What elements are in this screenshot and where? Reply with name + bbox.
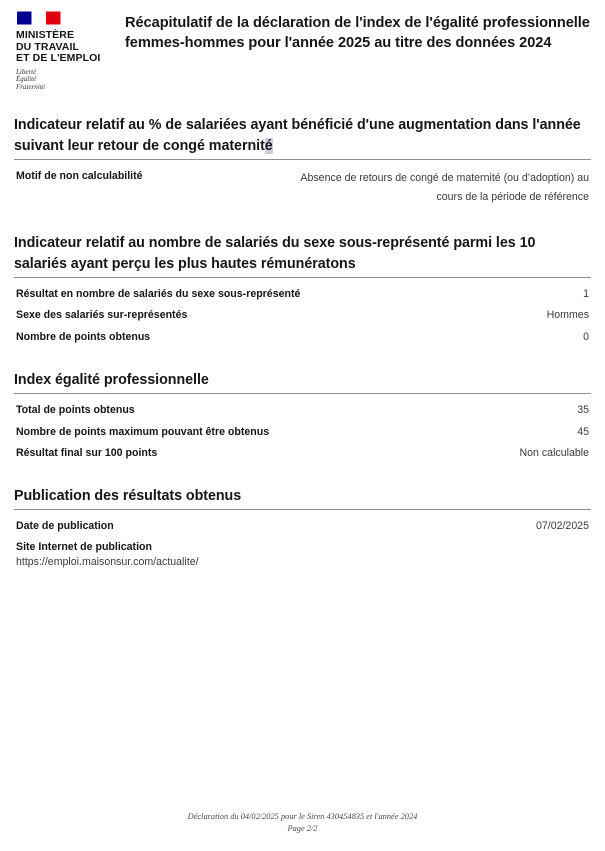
row-value: 45 <box>577 425 589 438</box>
table-row <box>14 403 591 418</box>
table-row <box>14 308 591 323</box>
table-row <box>14 330 591 345</box>
row-label: Résultat final sur 100 points <box>16 447 158 460</box>
section-divider <box>14 393 591 394</box>
table-row <box>14 287 591 302</box>
table-row <box>14 519 591 534</box>
page-title: Récapitulatif de la déclaration de l'index de l'égalité professionnelle femmes-hommes pour l'année 2025 au titre des données 2024 <box>125 15 590 51</box>
republic-motto <box>16 69 116 92</box>
motto-line-liberte: Liberté <box>16 67 37 76</box>
row-label: Total de points obtenus <box>16 404 135 417</box>
section-rows <box>14 287 591 345</box>
ministry-line-2: DU TRAVAIL <box>16 40 80 53</box>
document-header <box>14 0 591 92</box>
section-heading: Publication des résultats obtenus <box>14 487 242 504</box>
row-label: Nombre de points obtenus <box>16 330 151 343</box>
row-value: Hommes <box>546 309 589 322</box>
motto-line-egalite: Égalité <box>16 75 37 84</box>
row-value: 1 <box>583 287 589 300</box>
section-heading-text: Indicateur relatif au % de salariées ayant bénéficié d'une augmentation dans l'année suivant leur retour de congé maternit <box>14 116 581 154</box>
section-divider <box>14 277 591 278</box>
section-heading <box>14 115 591 159</box>
row-value: 07/02/2025 <box>535 519 589 532</box>
spacer <box>14 92 591 115</box>
section-index-egalite-professionnelle <box>14 370 591 461</box>
section-divider <box>14 159 591 160</box>
ministry-name <box>16 30 116 65</box>
section-rows <box>14 403 591 461</box>
row-label: Motif de non calculabilité <box>16 169 143 182</box>
row-value: 35 <box>577 404 589 417</box>
section-divider <box>14 509 591 510</box>
row-value: 0 <box>583 330 589 343</box>
ministry-line-1: MINISTÈRE <box>16 29 75 41</box>
row-label: Date de publication <box>16 519 114 532</box>
table-row <box>14 425 591 440</box>
publication-website-url[interactable]: https://emploi.maisonsur.com/actualite/ <box>16 555 199 568</box>
table-row-stacked <box>14 540 591 569</box>
ministry-line-3: ET DE L'EMPLOI <box>16 52 101 65</box>
section-rows <box>14 169 591 207</box>
row-label: Sexe des salariés sur-représentés <box>16 309 188 322</box>
section-indicateur-hautes-remunerations <box>14 233 591 345</box>
row-label: Nombre de points maximum pouvant être obtenus <box>16 425 270 438</box>
french-flag-icon <box>17 11 63 26</box>
row-label: Résultat en nombre de salariés du sexe sous-représenté <box>16 287 301 300</box>
footer-page-number: Page 2/2 <box>287 823 318 833</box>
motto-line-fraternite: Fraternité <box>16 82 45 91</box>
section-publication-des-resultats <box>14 486 591 570</box>
table-row <box>14 446 591 461</box>
spacer <box>14 207 591 233</box>
section-rows <box>14 519 591 570</box>
page-footer <box>0 811 605 834</box>
row-label: Site Internet de publication <box>16 541 152 554</box>
section-heading-selected-text: é <box>264 137 273 154</box>
row-value: Non calculable <box>519 447 589 460</box>
section-indicateur-augmentation-conge-maternite <box>14 115 591 207</box>
footer-declaration-line: Déclaration du 04/02/2025 pour le Siren 430454835 et l'année 2024 <box>187 812 418 821</box>
spacer <box>14 461 591 486</box>
section-heading: Indicateur relatif au nombre de salariés du sexe sous-représenté parmi les 10 salariés ayant perçu les plus hautes rémunératons <box>14 234 536 272</box>
row-value: Absence de retours de congé de maternité (ou d’adoption) au cours de la période de référence <box>300 171 589 203</box>
section-heading: Index égalité professionnelle <box>14 372 209 389</box>
spacer <box>14 344 591 370</box>
republique-francaise-logo <box>14 11 116 92</box>
table-row <box>14 169 591 207</box>
